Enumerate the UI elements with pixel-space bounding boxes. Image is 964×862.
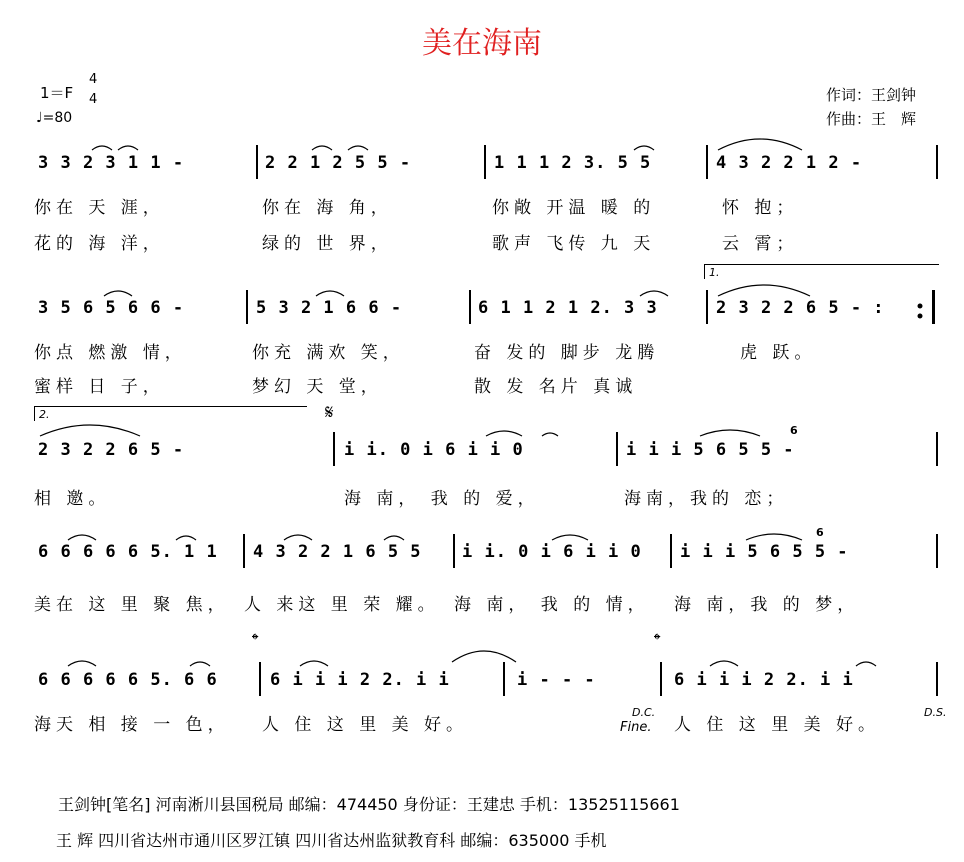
volta-2-label: 2. bbox=[39, 408, 50, 421]
lyric-line-2: 梦幻 天 堂， bbox=[252, 377, 383, 397]
tempo-mark: ♩=80 bbox=[36, 110, 73, 126]
measure-7: 6 1 1 2 1 2. 3 3 bbox=[478, 298, 658, 318]
key-signature: 1＝F bbox=[40, 84, 74, 102]
lyric-line-1: 虎 跃。 bbox=[740, 343, 817, 363]
volta-1-label: 1. bbox=[709, 266, 720, 279]
lyric-line-1: 你在 海 角， bbox=[262, 198, 393, 218]
measure-16: 6 6 6 6 6 5. 6 6 bbox=[38, 670, 218, 690]
coda-sign: 𝄌 bbox=[654, 630, 661, 651]
grace-note: 6 bbox=[816, 526, 824, 539]
grace-note: 6 bbox=[790, 424, 798, 437]
measure-6: 5 3 2 1 6 6 - bbox=[256, 298, 403, 318]
measure-5: 3 5 6 5 6 6 - bbox=[38, 298, 185, 318]
measure-4: 4 3 2 2 1 2 - bbox=[716, 153, 863, 173]
lyric-line-1: 海 南， 我 的 爱， bbox=[344, 489, 540, 509]
lyric-line-1: 相 邀。 bbox=[34, 489, 111, 509]
measure-14: i i. 0 i 6 i i 0 bbox=[462, 542, 642, 562]
lyric-line-1: 美在 这 里 聚 焦， bbox=[34, 595, 230, 615]
measure-17: 6 i i i 2 2. i i bbox=[270, 670, 450, 690]
lyric-line-1: 海 南，我 的 梦， bbox=[674, 595, 860, 615]
song-title: 美在海南 bbox=[422, 26, 542, 61]
measure-18: i - - - bbox=[517, 670, 596, 690]
lyric-line-1: 人 来这 里 荣 耀。 bbox=[244, 595, 440, 615]
segno-sign: 𝄋 bbox=[325, 400, 334, 424]
contact-line-lyricist: 王剑钟[笔名] 河南淅川县国税局 邮编：474450 身份证：王建忠 手机：13525115661 bbox=[58, 795, 680, 814]
lyric-line-1: 海南，我的 恋； bbox=[624, 489, 789, 509]
lyric-line-1: 奋 发的 脚步 龙腾 bbox=[474, 343, 660, 363]
lyric-line-2: 散 发 名片 真诚 bbox=[474, 377, 638, 397]
measure-2: 2 2 1 2 5 5 - bbox=[265, 153, 412, 173]
lyric-line-2: 歌声 飞传 九 天 bbox=[492, 234, 656, 254]
composer-credit: 作曲：王 辉 bbox=[826, 110, 917, 128]
contact-line-composer: 王 辉 四川省达州市通川区罗江镇 四川省达州监狱教育科 邮编：635000 手机 bbox=[56, 831, 607, 850]
measure-8: 2 3 2 2 6 5 - : bbox=[716, 298, 885, 318]
lyric-line-1: 你点 燃激 情， bbox=[34, 343, 187, 363]
lyric-line-2: 绿的 世 界， bbox=[262, 234, 393, 254]
lyric-line-1: 你在 天 涯， bbox=[34, 198, 165, 218]
lyric-line-1: 人 住 这 里 美 好。 bbox=[262, 715, 469, 735]
measure-19: 6 i i i 2 2. i i bbox=[674, 670, 854, 690]
lyric-line-1: 你敞 开温 暖 的 bbox=[492, 198, 656, 218]
lyric-line-2: 花的 海 洋， bbox=[34, 234, 165, 254]
lyric-line-1: 你充 满欢 笑， bbox=[252, 343, 405, 363]
lyricist-credit: 作词：王剑钟 bbox=[826, 86, 917, 104]
fine-marking: Fine. bbox=[620, 720, 652, 735]
measure-9: 2 3 2 2 6 5 - bbox=[38, 440, 185, 460]
lyric-line-2: 蜜样 日 子， bbox=[34, 377, 165, 397]
lyric-line-1: 海天 相 接 一 色， bbox=[34, 715, 230, 735]
measure-13: 4 3 2 2 1 6 5 5 bbox=[253, 542, 422, 562]
lyric-line-1: 怀 抱； bbox=[722, 198, 799, 218]
measure-11: i i i 5 6 5 5 - bbox=[626, 440, 795, 460]
lyric-line-1: 人 住 这 里 美 好。 bbox=[674, 715, 881, 735]
measure-1: 3 3 2 3 1 1 - bbox=[38, 153, 185, 173]
measure-3: 1 1 1 2 3. 5 5 bbox=[494, 153, 652, 173]
measure-12: 6 6 6 6 6 5. 1 1 bbox=[38, 542, 218, 562]
dc-marking: D.C. bbox=[632, 706, 656, 719]
time-signature-bottom: 4 bbox=[89, 92, 98, 107]
ds-marking: D.S. bbox=[924, 706, 947, 719]
lyric-line-1: 海 南， 我 的 情， bbox=[454, 595, 650, 615]
time-signature-top: 4 bbox=[89, 72, 98, 87]
lyric-line-2: 云 霄； bbox=[722, 234, 799, 254]
measure-10: i i. 0 i 6 i i 0 bbox=[344, 440, 524, 460]
measure-15: i i i 5 6 5 5 - bbox=[680, 542, 849, 562]
coda-sign: 𝄌 bbox=[252, 630, 259, 651]
